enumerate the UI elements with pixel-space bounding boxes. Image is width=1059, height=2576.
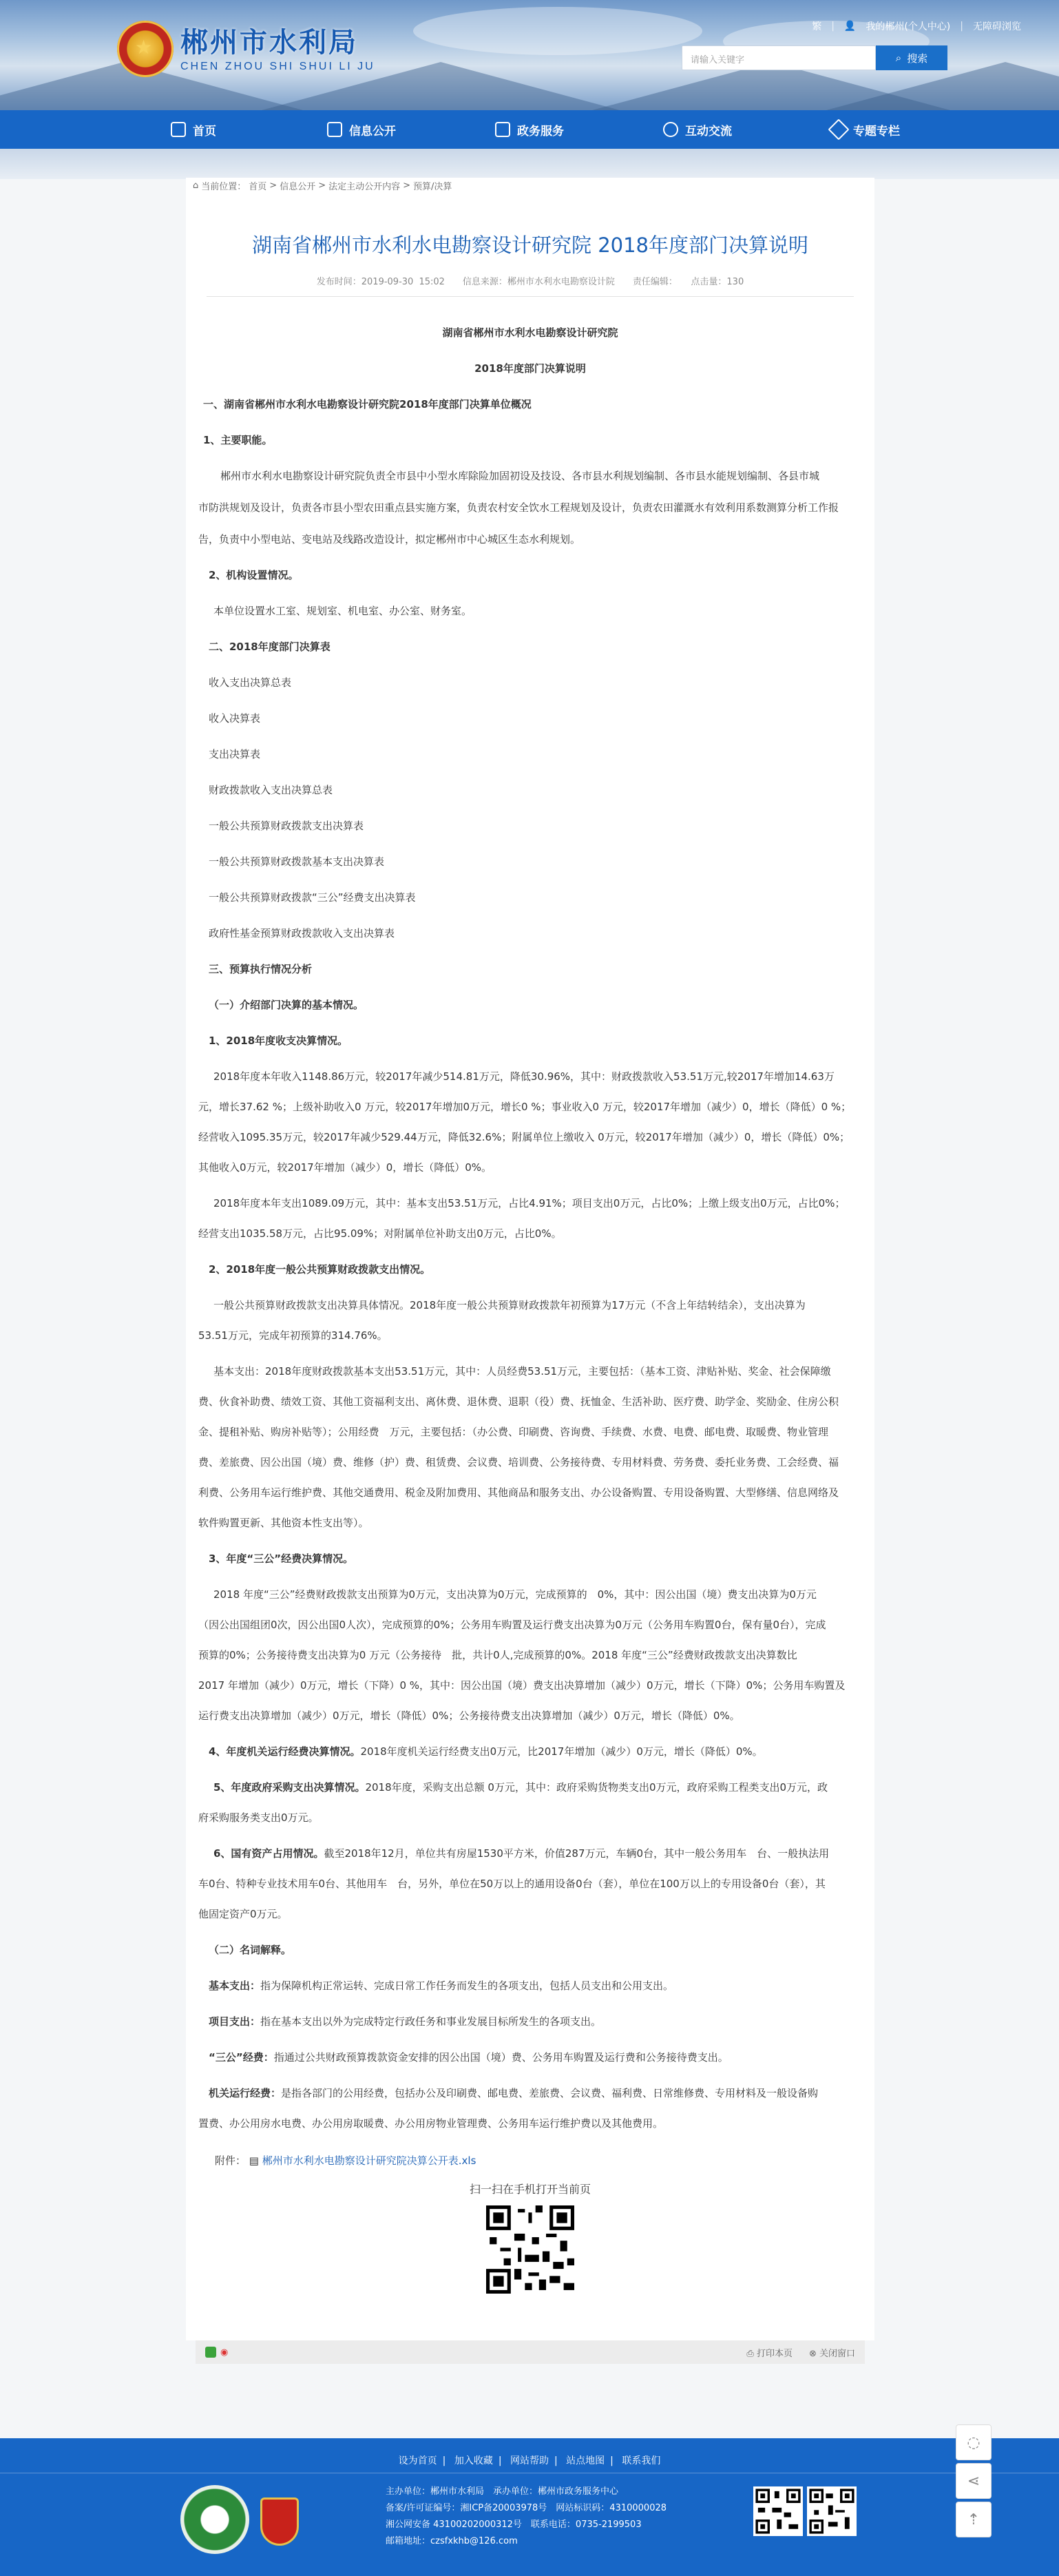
paragraph-line: 2018年度本年收入1148.86万元，较2017年减少514.81万元，降低30.96%，其中：财政拨款收入53.51万元,较2017年增加14.63万 [213, 1070, 835, 1083]
location-icon: ⌂ [193, 180, 199, 191]
paragraph-line: 费、差旅费、因公出国（境）费、维修（护）费、租赁费、会议费、培训费、公务接待费、专用材料费、劳务费、委托业务费、工会经费、福 [198, 1456, 839, 1468]
paragraph-line: 利费、公务用车运行维护费、其他交通费用、税金及附加费用、其他商品和服务支出、办公设备购置、专用设备购置、大型修缮、信息网络及 [198, 1486, 839, 1499]
share-icon: ⋖ [967, 2472, 981, 2490]
nav-label: 政务服务 [517, 124, 564, 138]
site-header [0, 0, 1059, 110]
inline-text: 2018年度，采购支出总额 0万元，其中：政府采购货物类支出0万元，政府采购工程类支出0万元，政 [365, 1781, 828, 1794]
site-footer [0, 2438, 1059, 2576]
paragraph-line: 一般公共预算财政拨款支出决算具体情况。2018年度一般公共预算财政拨款年初预算为17万元（不含上年结转结余），支出决算为 [213, 1299, 806, 1311]
back-to-top-button[interactable] [956, 2502, 992, 2537]
paragraph-line: 告，负责中小型电站、变电站及线路改造设计，拟定郴州市中心城区生态水利规划。 [198, 533, 581, 546]
traditional-chinese-link[interactable]: 繁 [812, 21, 822, 32]
inline-text: 指在基本支出以外为完成特定行政任务和事业发展目标所发生的各项支出。 [260, 2015, 602, 2028]
paragraph-line: 53.51万元，完成年初预算的314.76%。 [198, 1329, 388, 1342]
paragraph-line: 2018年度本年支出1089.09万元，其中：基本支出53.51万元，占比4.91%；项目支出0万元，占比0%；上缴上级支出0万元，占比0%； [213, 1197, 846, 1209]
chat-icon [663, 122, 678, 137]
footer-links: 设为首页 | 加入收藏 | 网站帮助 | 站点地图 | 联系我们 [398, 2455, 661, 2466]
nav-label: 首页 [193, 124, 216, 138]
footer-link[interactable]: 网站帮助 [510, 2455, 549, 2466]
breadcrumb [186, 178, 874, 193]
arrow-up-icon: ⇡ [967, 2511, 981, 2528]
inline-text: 是指各部门的公用经费，包括办公及印刷费、邮电费、差旅费、会议费、福利费、日常维修费、专用材料及一般设备购 [281, 2087, 819, 2099]
attachment-link[interactable]: 郴州市水利水电勘察设计研究院决算公开表.xls [262, 2154, 476, 2167]
inline-text: 指为保障机构正常运转、完成日常工作任务而发生的各项支出，包括人员支出和公用支出。 [260, 1980, 674, 1992]
breadcrumb-sep: > [318, 180, 326, 191]
paragraph-line: 基本支出：2018年度财政拨款基本支出53.51万元，其中：人员经费53.51万元，主要包括：（基本工资、津贴补贴、奖金、社会保障缴 [213, 1365, 831, 1378]
article-meta: 发布时间：2019-09-30 15:02 信息来源：郴州市水利水电勘察设计院 责任编辑： 点击量：130 [316, 277, 744, 287]
paragraph-line: 车0台、特种专业技术用车0台、其他用车 台，另外，单位在50万以上的通用设备0台（套），单位在100万以上的专用设备0台（套），其 [198, 1878, 826, 1890]
search-input[interactable]: 请输入关键字 [682, 45, 876, 70]
paragraph-line: 其他收入0万元，较2017年增加（减少）0，增长（降低）0%。 [198, 1161, 492, 1174]
divider [207, 296, 854, 297]
nav-label: 互动交流 [685, 124, 732, 138]
nav-item-interaction[interactable] [614, 110, 782, 149]
paragraph-line [213, 1777, 828, 1798]
nav-item-home[interactable] [109, 110, 277, 149]
site-subtitle: CHEN ZHOU SHI SHUI LI JU [180, 61, 375, 72]
article-title: 湖南省郴州市水利水电勘察设计研究院 2018年度部门决算说明 [251, 233, 809, 257]
table-list-item: 一般公共预算财政拨款基本支出决算表 [209, 855, 385, 868]
paragraph-line: 他固定资产0万元。 [198, 1908, 288, 1920]
paragraph-line: 元，增长37.62 %；上级补助收入0 万元，较2017年增加0万元，增长0 %；事业收入0 万元，较2017年增加（减少）0，增长（降低）0 %； [198, 1101, 852, 1113]
close-window-button[interactable] [809, 2346, 855, 2359]
paragraph-line: 金、提租补贴、购房补贴等）；公用经费 万元，主要包括：（办公费、印刷费、咨询费、手续费、水费、电费、邮电费、取暖费、物业管理 [198, 1426, 829, 1438]
search-icon: ⌕ [895, 52, 902, 64]
my-chenzhou-link[interactable]: 我的郴州(个人中心) [866, 21, 951, 32]
section-heading: 一、湖南省郴州市水利水电勘察设计研究院2018年度部门决算单位概况 [203, 398, 532, 411]
file-icon: ▤ [249, 2154, 259, 2167]
paragraph-line [213, 1843, 829, 1864]
paragraph-line: 经营支出1035.58万元，占比95.09%；对附属单位补助支出0万元，占比0%。 [198, 1227, 562, 1240]
section-heading: 1、2018年度收支决算情况。 [209, 1035, 348, 1047]
footer-link[interactable]: 加入收藏 [454, 2455, 493, 2466]
footer-info-line: 备案/许可证编号：湘ICP备20003978号 网站标识码：4310000028 [386, 2503, 667, 2513]
search-button-label: 搜索 [907, 52, 928, 65]
main-nav [0, 110, 1059, 149]
paragraph-line: 预算的0%；公务接待费支出决算为0 万元（公务接待 批，共计0人,完成预算的0%。2018 年度“三公”经费财政拨款支出决算数比 [198, 1649, 797, 1661]
print-button[interactable] [746, 2346, 793, 2359]
print-icon: ⎙ [746, 2348, 757, 2359]
breadcrumb-item[interactable]: 首页 [249, 181, 267, 192]
floating-toolbar [956, 2424, 992, 2540]
section-heading: 3、年度“三公”经费决算情况。 [209, 1552, 354, 1565]
weibo-share-icon[interactable]: ◉ [220, 2347, 229, 2358]
paragraph-line [209, 2083, 818, 2104]
header-cloud [413, 7, 702, 55]
layers-icon [828, 118, 849, 140]
inline-heading: 4、年度机关运行经费决算情况。 [209, 1745, 361, 1758]
paragraph: 2018年度部门决算说明 [474, 362, 586, 375]
inline-text: 指通过公共财政预算拨款资金安排的因公出国（境）费、公务用车购置及运行费和公务接待费支出。 [273, 2051, 728, 2064]
separator: | [831, 21, 835, 32]
inline-text: 截至2018年12月，单位共有房屋1530平方米，价值287万元，车辆0台，其中一般公务用车 台、一般执法用 [324, 1847, 830, 1860]
nav-label: 专题专栏 [853, 124, 900, 138]
section-heading: 2、2018年度一般公共预算财政拨款支出情况。 [209, 1263, 431, 1276]
qr-label: 扫一扫在手机打开当前页 [469, 2183, 591, 2196]
table-list-item: 收入支出决算总表 [209, 676, 292, 689]
table-list-item: 一般公共预算财政拨款支出决算表 [209, 820, 364, 832]
footer-info [386, 2484, 667, 2550]
print-label: 打印本页 [756, 2348, 793, 2359]
inline-heading: 基本支出： [209, 1980, 261, 1992]
inline-heading: “三公”经费： [209, 2051, 274, 2064]
paragraph-line: 置费、办公用房水电费、办公用房取暖费、办公用房物业管理费、公务用车运行维护费以及其他费用。 [198, 2117, 664, 2130]
inline-heading: 机关运行经费： [209, 2087, 282, 2099]
paragraph-line: 郴州市水利水电勘察设计研究院负责全市县中小型水库除险加固初设及技设、各市县水利规划编制、各市县水能规划编制、各县市城 [220, 470, 820, 482]
table-list-item: 支出决算表 [209, 748, 261, 760]
paragraph [209, 2011, 601, 2032]
wechat-icon: ◌ [967, 2433, 981, 2451]
close-label: 关闭窗口 [819, 2348, 855, 2359]
paragraph-line: 市防洪规划及设计，负责各市县小型农田重点县实施方案，负责农村安全饮水工程规划及设计，负责农田灌溉水有效利用系数测算分析工作报 [198, 501, 839, 514]
table-list-item: 收入决算表 [209, 712, 261, 725]
wechat-qr-code [753, 2486, 803, 2536]
footer-info-line: 邮箱地址：czsfxkhb@126.com [386, 2536, 518, 2546]
qr-code [483, 2203, 577, 2296]
paragraph [209, 1975, 673, 1996]
qr-code-graphic [486, 2205, 574, 2294]
footer-link[interactable]: 联系我们 [622, 2455, 661, 2466]
inline-heading: 6、国有资产占用情况。 [213, 1847, 324, 1860]
breadcrumb-sep: > [403, 180, 411, 191]
share-float-button[interactable] [956, 2463, 992, 2499]
breadcrumb-sep: > [269, 180, 277, 191]
section-heading: （一）介绍部门决算的基本情况。 [209, 999, 364, 1011]
section-heading: 1、主要职能。 [203, 434, 273, 446]
attachment-label: 附件： [215, 2154, 247, 2167]
paragraph-line: （因公出国组团0次，因公出国0人次），完成预算的0%；公务用车购置及运行费支出决算为0万元（公务用车购置0台，保有量0台），完成 [198, 1619, 826, 1631]
paragraph-line: 运行费支出决算增加（减少）0万元，增长（降低）0%；公务接待费支出决算增加（减少）0万元，增长（降低）0%。 [198, 1710, 740, 1722]
nav-item-gov-services[interactable] [445, 110, 614, 149]
paragraph-line: 府采购服务类支出0万元。 [198, 1811, 319, 1824]
top-links [812, 19, 1021, 33]
footer-info-line: 主办单位：郴州市水利局 承办单位：郴州市政务服务中心 [386, 2486, 619, 2497]
article-toolbar [196, 2340, 865, 2364]
site-title[interactable]: 郴州市水利局 [180, 26, 358, 59]
breadcrumb-prefix: 当前位置： [201, 181, 247, 192]
wechat-share-icon[interactable] [205, 2347, 216, 2358]
nav-item-special-topics[interactable] [782, 110, 950, 149]
nav-item-info-disclosure[interactable] [277, 110, 445, 149]
table-list-item: 财政拨款收入支出决算总表 [209, 784, 333, 796]
inline-heading: 5、年度政府采购支出决算情况。 [213, 1781, 366, 1794]
footer-info-line: 湘公网安备 43100202000312号 联系电话：0735-2199503 [386, 2520, 642, 2530]
breadcrumb-item[interactable]: 信息公开 [280, 181, 316, 192]
table-list-item: 政府性基金预算财政拨款收入支出决算表 [209, 927, 395, 939]
qr-code-graphic [753, 2486, 803, 2536]
separator: | [960, 21, 963, 32]
paragraph [209, 1741, 763, 1762]
table-list-item: 一般公共预算财政拨款“三公”经费支出决算表 [209, 891, 416, 904]
section-heading: （二）名词解释。 [209, 1944, 292, 1956]
content-panel [186, 178, 874, 2359]
weibo-qr-code [807, 2486, 857, 2536]
attachment [215, 2153, 476, 2168]
qr-code-graphic [807, 2486, 857, 2536]
breadcrumb-item[interactable]: 预算/决算 [413, 181, 452, 192]
paragraph-line: 费、伙食补助费、绩效工资、其他工资福利支出、离休费、退休费、退职（役）费、抚恤金、生活补助、医疗费、助学金、奖励金、住房公积 [198, 1395, 839, 1408]
breadcrumb-item[interactable]: 法定主动公开内容 [328, 181, 401, 192]
toolbar-actions [746, 2346, 855, 2359]
paragraph: 湖南省郴州市水利水电勘察设计研究院 [442, 326, 618, 339]
paragraph-line: 2018 年度“三公”经费财政拨款支出预算为0万元，支出决算为0万元，完成预算的 0%，其中：因公出国（境）费支出决算为0万元 [213, 1588, 817, 1601]
edit-icon [495, 122, 510, 137]
article-body [186, 322, 874, 2130]
footer-link[interactable]: 设为首页 [398, 2455, 437, 2466]
close-icon: ⊗ [808, 2348, 819, 2359]
paragraph [209, 2047, 728, 2068]
national-emblem-icon: ★ [117, 21, 174, 77]
search-button[interactable] [876, 45, 947, 70]
party-gov-badge-icon[interactable] [260, 2497, 299, 2546]
paragraph-line: 软件购置更新、其他资本性支出等）。 [198, 1517, 369, 1529]
inline-text: 2018年度机关运行经费支出0万元，比2017年增加（减少）0万元，增长（降低）0%。 [360, 1745, 763, 1758]
paragraph-line: 经营收入1095.35万元，较2017年减少529.44万元，降低32.6%；附属单位上缴收入 0万元，较2017年增加（减少）0，增长（降低）0%； [198, 1131, 850, 1143]
accessibility-link[interactable]: 无障碍浏览 [973, 21, 1021, 32]
user-icon: 👤 [843, 21, 857, 32]
section-heading: 三、预算执行情况分析 [209, 963, 313, 975]
gov-website-badge-icon[interactable] [180, 2485, 249, 2554]
paragraph-line: 2017 年增加（减少）0万元，增长（下降）0 %，其中：因公出国（境）费支出决算增加（减少）0万元，增长（下降）0%；公务用车购置及 [198, 1679, 846, 1692]
nav-label: 信息公开 [349, 124, 396, 138]
sub-banner [0, 149, 1059, 179]
paragraph: 本单位设置水工室、规划室、机电室、办公室、财务室。 [213, 605, 472, 617]
section-heading: 2、机构设置情况。 [209, 569, 299, 581]
home-icon [171, 122, 186, 137]
inline-heading: 项目支出： [209, 2015, 261, 2028]
book-icon [327, 122, 342, 137]
section-heading: 二、2018年度部门决算表 [209, 641, 331, 653]
footer-link[interactable]: 站点地图 [566, 2455, 605, 2466]
wechat-float-button[interactable] [956, 2424, 992, 2460]
